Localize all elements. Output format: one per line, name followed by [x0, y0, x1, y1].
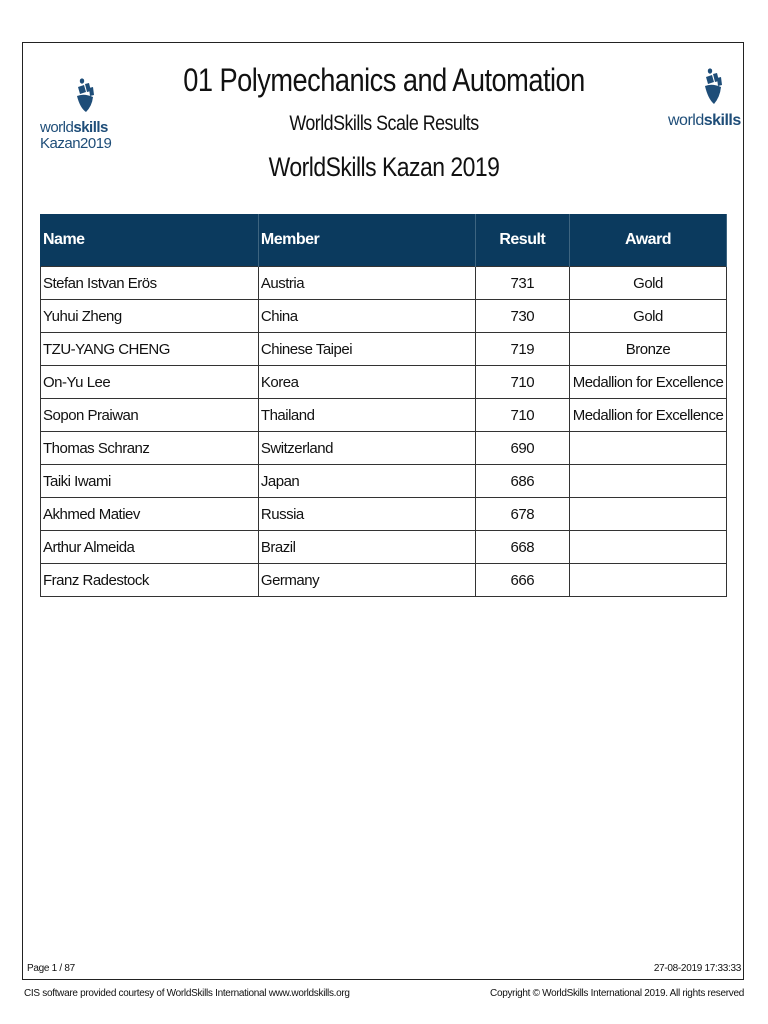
table-row — [41, 399, 727, 432]
print-timestamp: 27-08-2019 17:33:33 — [653, 963, 741, 974]
table-row — [41, 333, 727, 366]
cell-name: Yuhui Zheng — [41, 300, 259, 333]
cell-member: China — [258, 300, 475, 333]
cell-member: Switzerland — [258, 432, 475, 465]
page-subtitle: WorldSkills Scale Results — [289, 112, 479, 135]
cell-member: Korea — [258, 366, 475, 399]
courtesy-note: CIS software provided courtesy of WorldSkills International www.worldskills.org — [24, 988, 350, 999]
cell-name: On-Yu Lee — [41, 366, 259, 399]
cell-result: 690 — [475, 432, 569, 465]
cell-name: Stefan Istvan Erös — [41, 267, 259, 300]
cell-award: Gold — [570, 300, 727, 333]
cell-award: Medallion for Excellence — [570, 399, 727, 432]
cell-name: TZU-YANG CHENG — [41, 333, 259, 366]
cell-name: Franz Radestock — [41, 564, 259, 597]
cell-award — [570, 531, 727, 564]
page-number: Page 1 / 87 — [27, 963, 75, 974]
cell-member: Russia — [258, 498, 475, 531]
cell-name: Arthur Almeida — [41, 531, 259, 564]
cell-result: 668 — [475, 531, 569, 564]
cell-member: Japan — [258, 465, 475, 498]
cell-award: Gold — [570, 267, 727, 300]
column-header-name: Name — [41, 214, 259, 267]
cell-member: Thailand — [258, 399, 475, 432]
cell-name: Taiki Iwami — [41, 465, 259, 498]
page-title: 01 Polymechanics and Automation — [183, 62, 585, 98]
cell-award — [570, 498, 727, 531]
cell-result: 730 — [475, 300, 569, 333]
table-row — [41, 267, 727, 300]
column-header-award: Award — [570, 214, 727, 267]
cell-member: Chinese Taipei — [258, 333, 475, 366]
cell-name: Akhmed Matiev — [41, 498, 259, 531]
cell-result: 710 — [475, 399, 569, 432]
cell-award — [570, 465, 727, 498]
table-row — [41, 564, 727, 597]
column-header-result: Result — [475, 214, 569, 267]
cell-award: Bronze — [570, 333, 727, 366]
logo-wordmark: worldskills — [668, 112, 741, 129]
cell-result: 731 — [475, 267, 569, 300]
cell-member: Germany — [258, 564, 475, 597]
worldskills-logo — [666, 68, 741, 138]
table-header-row — [41, 214, 727, 267]
cell-result: 686 — [475, 465, 569, 498]
table-row — [41, 366, 727, 399]
cell-result: 678 — [475, 498, 569, 531]
event-title: WorldSkills Kazan 2019 — [268, 152, 500, 182]
table-row — [41, 531, 727, 564]
table-row — [41, 432, 727, 465]
table-row — [41, 465, 727, 498]
cell-result: 719 — [475, 333, 569, 366]
cell-member: Austria — [258, 267, 475, 300]
results-table — [40, 214, 727, 597]
cell-award: Medallion for Excellence — [570, 366, 727, 399]
cell-result: 710 — [475, 366, 569, 399]
cell-name: Sopon Praiwan — [41, 399, 259, 432]
logo-wordmark: worldskills — [40, 119, 108, 136]
table-row — [41, 300, 727, 333]
table-row — [41, 498, 727, 531]
cell-award — [570, 564, 727, 597]
cell-result: 666 — [475, 564, 569, 597]
cell-member: Brazil — [258, 531, 475, 564]
worldskills-hands-icon — [702, 68, 724, 108]
cell-award — [570, 432, 727, 465]
column-header-member: Member — [258, 214, 475, 267]
logo-event-text: Kazan2019 — [40, 135, 112, 152]
cell-name: Thomas Schranz — [41, 432, 259, 465]
copyright-note: Copyright © WorldSkills International 2019. All rights reserved — [490, 988, 744, 999]
